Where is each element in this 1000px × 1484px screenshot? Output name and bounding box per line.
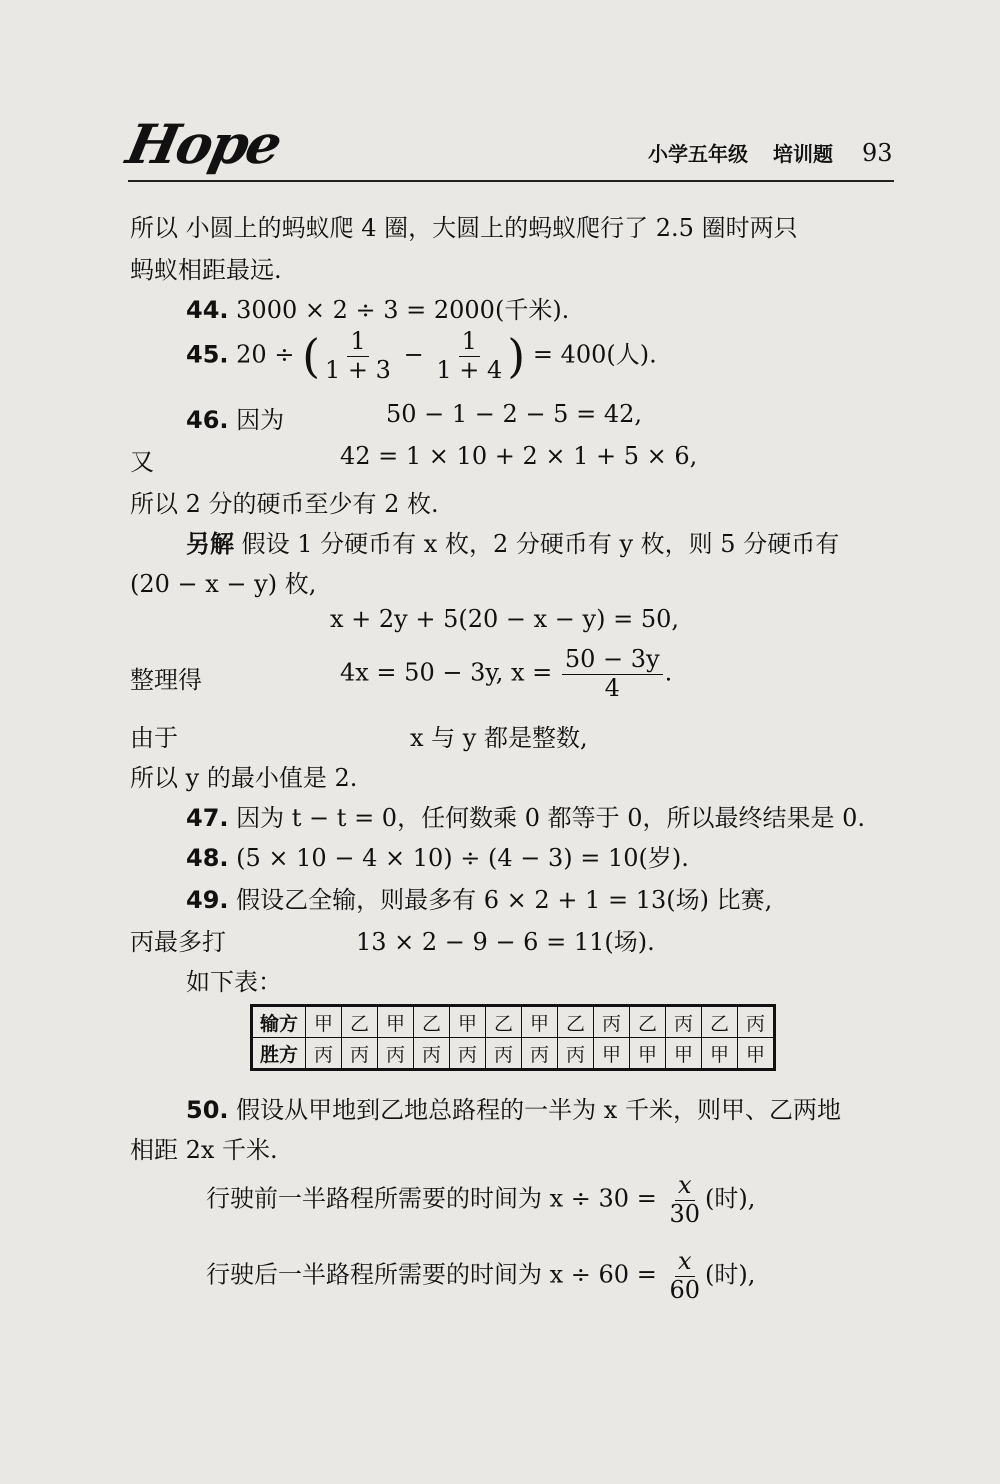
alt-label: 另解 [186, 530, 234, 558]
q45-pre: 20 ÷ [236, 340, 295, 369]
alt-eq2-text: 4x = 50 − 3y, x = [340, 658, 553, 687]
q50-line-4-post: (时), [705, 1260, 756, 1289]
hope-logo: Hope [121, 112, 286, 176]
q46-number: 46. [186, 406, 229, 434]
alt-equation-2: 4x = 50 − 3y, x = $\frac{50 - 3y}{4}$ . [340, 645, 673, 702]
q49 [186, 880, 772, 915]
q45-post: = 400(人). [532, 340, 657, 369]
match-result-table [250, 1004, 776, 1071]
alt-equation: x + 2y + 5(20 − x − y) = 50, [330, 605, 679, 633]
q46-and: 又 [130, 448, 154, 476]
q48 [186, 838, 689, 873]
table-cell: 输方 [252, 1006, 306, 1038]
table-cell: 甲 [594, 1038, 630, 1070]
q50-line-3 [206, 1172, 755, 1228]
table-cell: 甲 [306, 1006, 342, 1038]
header-grade: 小学五年级 [648, 142, 748, 166]
q46-conclusion: 所以 2 分的硬币至少有 2 枚. [130, 490, 439, 518]
table-row-loser [252, 1006, 775, 1038]
q50-line-3-text: 行驶前一半路程所需要的时间为 x ÷ 30 = [206, 1184, 657, 1213]
table-cell: 甲 [666, 1038, 702, 1070]
table-cell: 甲 [450, 1006, 486, 1038]
q48-number: 48. [186, 844, 229, 872]
q49-text: 假设乙全输，则最多有 6 × 2 + 1 = 13(场) 比赛, [236, 886, 773, 914]
q50-line-4 [206, 1248, 755, 1304]
table-cell: 甲 [738, 1038, 775, 1070]
q50-text: 假设从甲地到乙地总路程的一半为 x 千米，则甲、乙两地 [236, 1096, 841, 1124]
table-cell: 丙 [522, 1038, 558, 1070]
table-cell: 甲 [702, 1038, 738, 1070]
q47-text: 因为 t − t = 0，任何数乘 0 都等于 0，所以最终结果是 0. [236, 804, 866, 832]
q45-number: 45. [186, 340, 229, 369]
q50-fraction-1: $\frac{x}{30}$ [669, 1171, 700, 1228]
q47-number: 47. [186, 804, 229, 832]
q47 [186, 798, 865, 833]
q50-number: 50. [186, 1096, 229, 1124]
table-cell: 乙 [702, 1006, 738, 1038]
table-cell: 丙 [666, 1006, 702, 1038]
table-cell: 胜方 [252, 1038, 306, 1070]
alt-line-1 [186, 524, 839, 559]
table-cell: 甲 [522, 1006, 558, 1038]
q49-line-2-eq: 13 × 2 − 9 − 6 = 11(场). [356, 928, 655, 956]
alt-tidy-label: 整理得 [130, 666, 202, 694]
line-1: 所以 小圆上的蚂蚁爬 4 圈，大圆上的蚂蚁爬行了 2.5 圈时两只 [130, 214, 798, 242]
table-cell: 乙 [342, 1006, 378, 1038]
running-header [648, 138, 892, 167]
q50-line-4-text: 行驶后一半路程所需要的时间为 x ÷ 60 = [206, 1260, 657, 1289]
header-subtitle: 培训题 [772, 142, 833, 166]
q50-fraction-2: $\frac{x}{60}$ [669, 1247, 700, 1304]
q44-text: 3000 × 2 ÷ 3 = 2000(千米). [236, 296, 570, 324]
q45-minus: − [403, 340, 424, 369]
table-cell: 丙 [450, 1038, 486, 1070]
table-cell: 丙 [306, 1038, 342, 1070]
q48-text: (5 × 10 − 4 × 10) ÷ (4 − 3) = 10(岁). [236, 844, 689, 872]
q49-table-intro: 如下表： [186, 968, 282, 996]
alt-because-text: x 与 y 都是整数, [410, 724, 588, 752]
q50 [186, 1090, 841, 1125]
table-cell: 丙 [342, 1038, 378, 1070]
q50-line-2: 相距 2x 千米. [130, 1136, 278, 1164]
q45-fraction-2: $\frac{1}{1 + 4}$ [436, 327, 503, 384]
alt-line-2: (20 − x − y) 枚, [130, 570, 317, 598]
q46-eq-1: 50 − 1 − 2 − 5 = 42, [386, 400, 642, 428]
table-cell: 甲 [630, 1038, 666, 1070]
header-rule [128, 180, 894, 182]
q49-number: 49. [186, 886, 229, 914]
q50-line-3-post: (时), [705, 1184, 756, 1213]
q45-fraction-1: $\frac{1}{1 + 3}$ [325, 327, 391, 384]
alt-fraction: $\frac{50 - 3y}{4}$ [562, 646, 663, 702]
table-cell: 乙 [486, 1006, 522, 1038]
line-2: 蚂蚁相距最远. [130, 256, 282, 284]
table-cell: 乙 [630, 1006, 666, 1038]
q49-line-2-label: 丙最多打 [130, 928, 226, 956]
q44-number: 44. [186, 296, 229, 324]
table-cell: 丙 [378, 1038, 414, 1070]
table-cell: 乙 [414, 1006, 450, 1038]
alt-text-1: 假设 1 分硬币有 x 枚，2 分硬币有 y 枚，则 5 分硬币有 [241, 530, 840, 558]
page-number: 93 [861, 139, 893, 167]
table-cell: 丙 [486, 1038, 522, 1070]
table-cell: 乙 [558, 1006, 594, 1038]
alt-because-label: 由于 [130, 724, 178, 752]
q46-eq-2: 42 = 1 × 10 + 2 × 1 + 5 × 6, [340, 442, 698, 470]
q46-because: 因为 [236, 406, 285, 434]
table-cell: 丙 [738, 1006, 775, 1038]
alt-so: 所以 y 的最小值是 2. [130, 764, 358, 792]
q45: 45. 20 ÷ ( $\frac{1}{1 + 3}$ − $\frac{1}{1 + 4}$ ) = 400(人). [186, 327, 657, 384]
table-cell: 丙 [594, 1006, 630, 1038]
q44 [186, 290, 569, 325]
table-row-winner [252, 1038, 775, 1070]
table-cell: 丙 [414, 1038, 450, 1070]
table-cell: 甲 [378, 1006, 414, 1038]
table-cell: 丙 [558, 1038, 594, 1070]
q46-line-1 [186, 400, 284, 435]
